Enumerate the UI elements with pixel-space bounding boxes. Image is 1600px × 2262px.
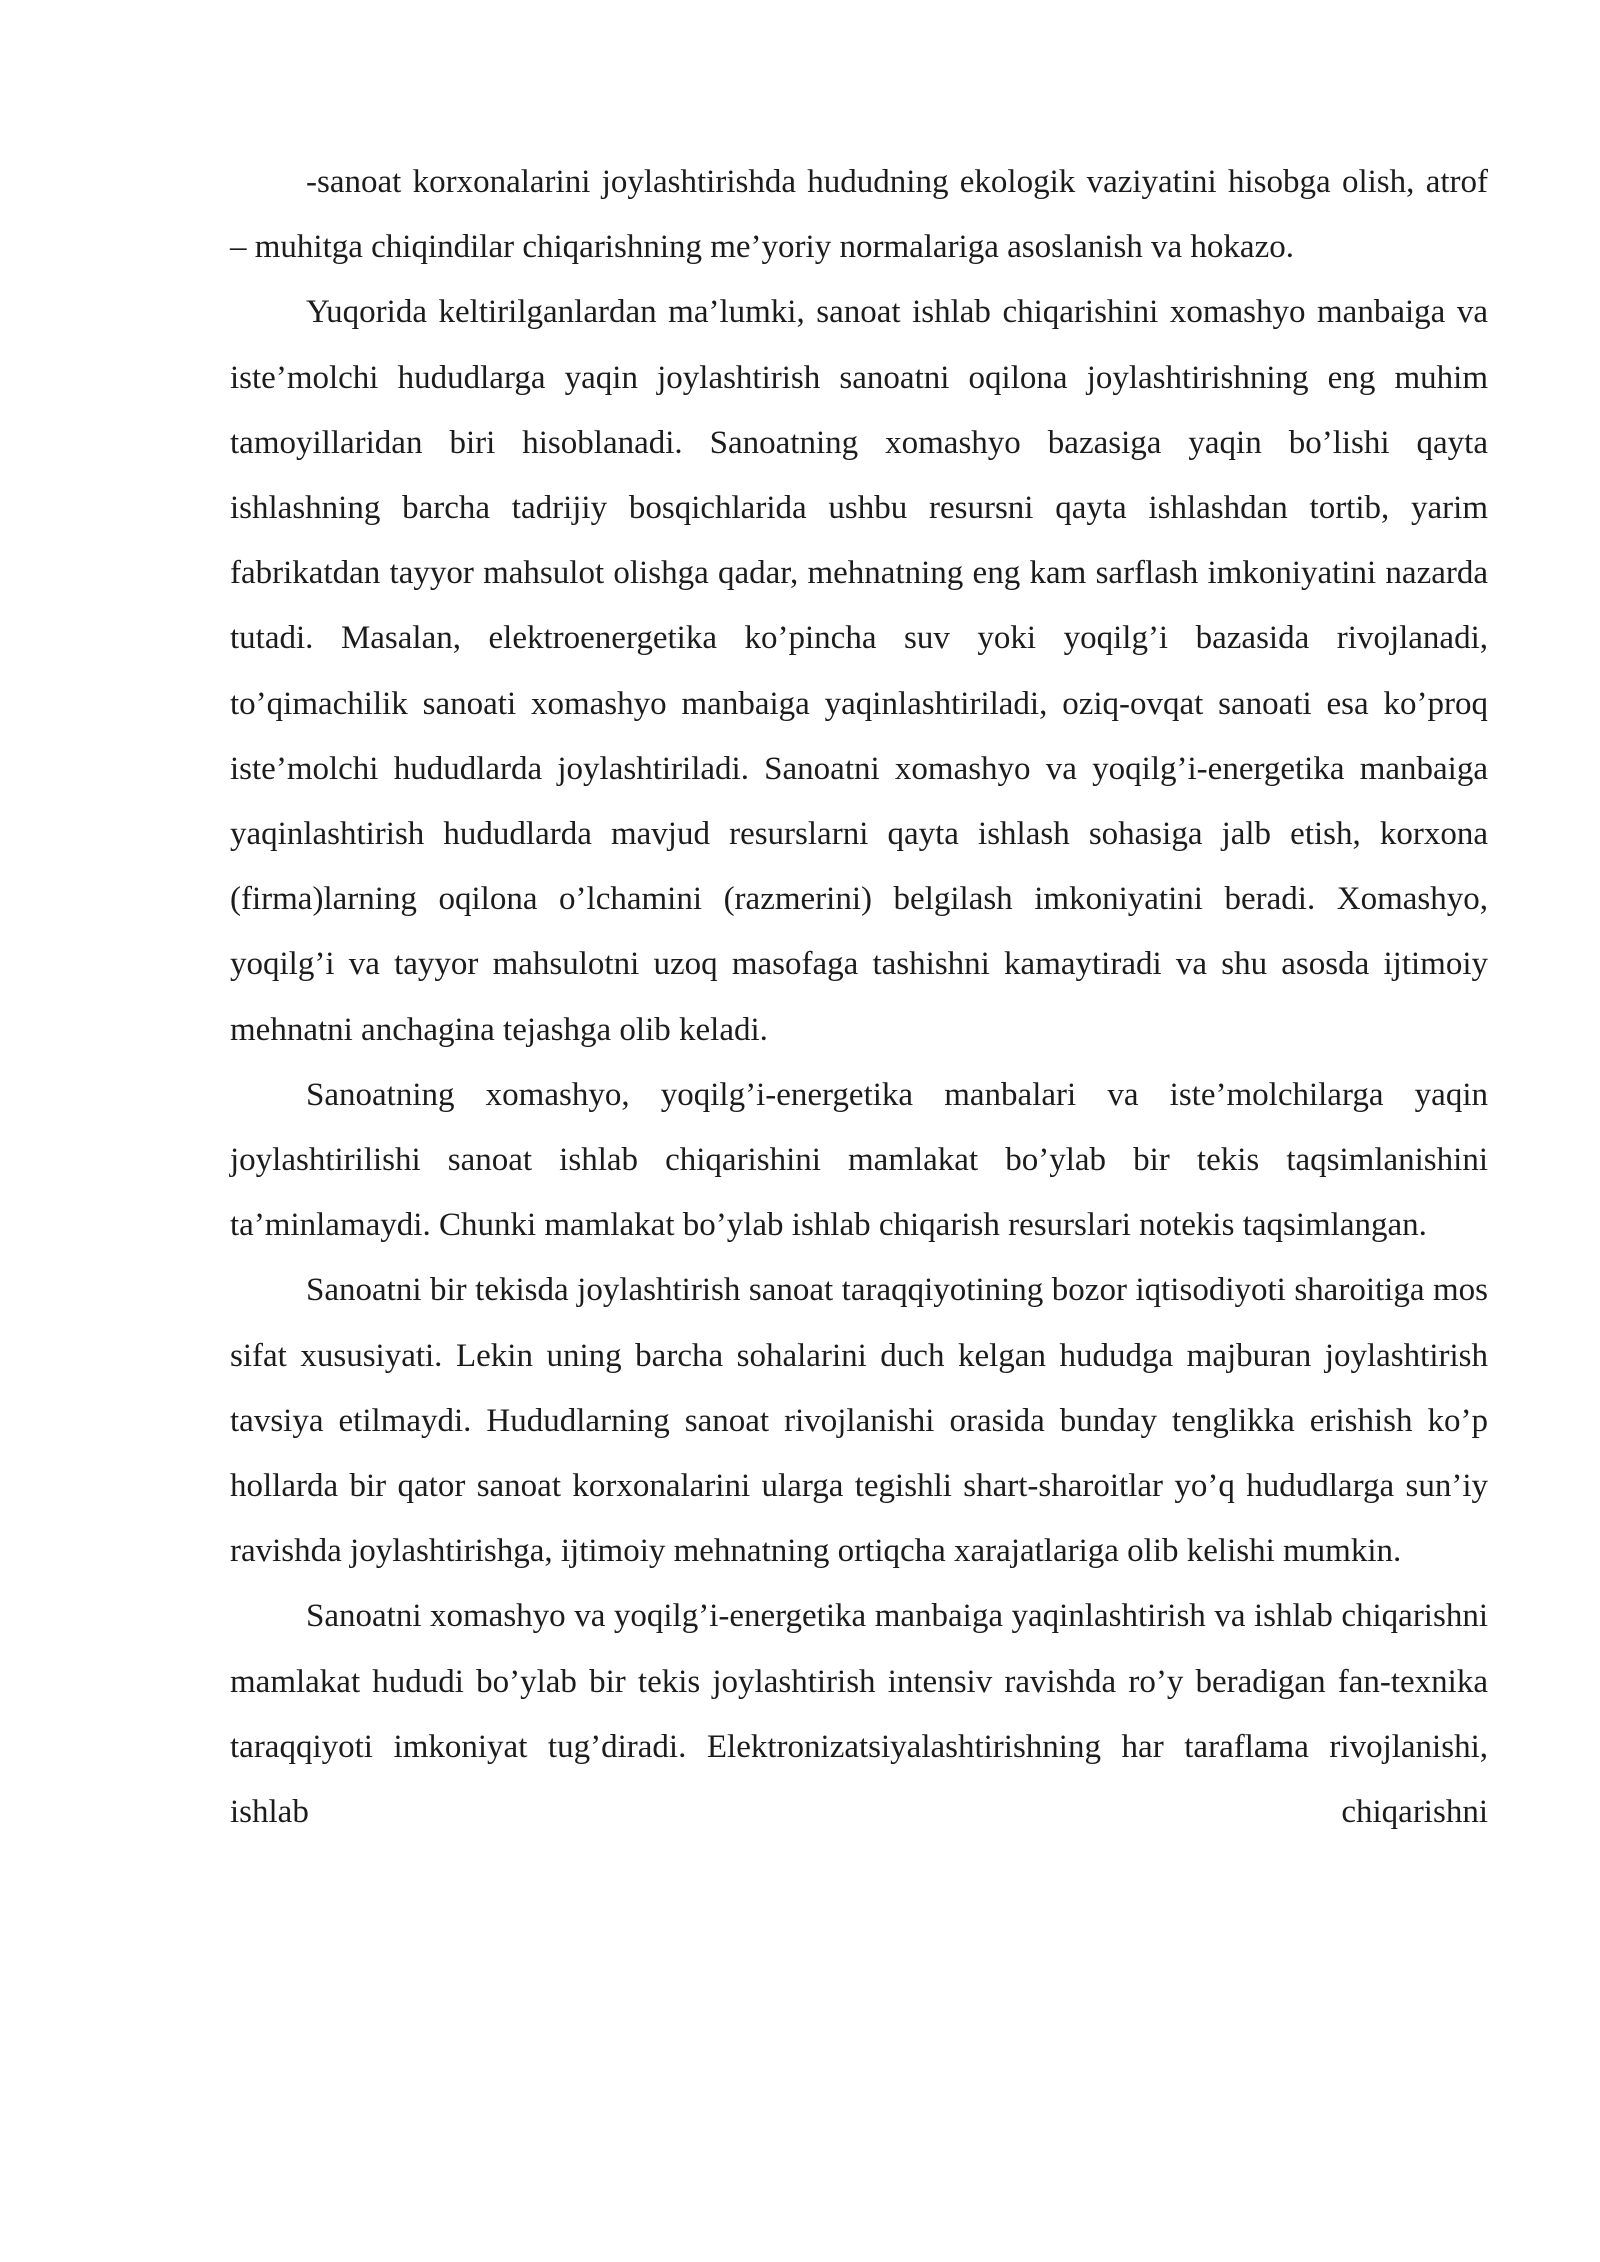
document-body: [230, 150, 1488, 1845]
paragraph-raw-material-proximity: Yuqorida keltirilganlardan ma’lumki, sanoat ishlab chiqarishini xomashyo manbaiga va iste’molchi hududlarga yaqin joylashtirish sanoatni oqilona joylashtirishning eng muhim tamoyillaridan biri hisoblanadi. Sanoatning xomashyo bazasiga yaqin bo’lishi qayta ishlashning barcha tadrijiy bosqichlarida ushbu resursni qayta ishlashdan tortib, yarim fabrikatdan tayyor mahsulot olishga qadar, mehnatning eng kam sarflash imkoniyatini nazarda tutadi. Masalan, elektroenergetika ko’pincha suv yoki yoqilg’i bazasida rivojlanadi, to’qimachilik sanoati xomashyo manbaiga yaqinlashtiriladi, oziq-ovqat sanoati esa ko’proq iste’molchi hududlarda joylashtiriladi. Sanoatni xomashyo va yoqilg’i-energetika manbaiga yaqinlashtirish hududlarda mavjud resurslarni qayta ishlash sohasiga jalb etish, korxona (firma)larning oqilona o’lchamini (razmerini) belgilash imkoniyatini beradi. Xomashyo, yoqilg’i va tayyor mahsulotni uzoq masofaga tashishni kamaytiradi va shu asosda ijtimoiy mehnatni anchagina tejashga olib keladi.: [230, 294, 1488, 1048]
paragraph-even-placement: Sanoatni bir tekisda joylashtirish sanoat taraqqiyotining bozor iqtisodiyoti sharoitiga mos sifat xususiyati. Lekin uning barcha sohalarini duch kelgan hududga majburan joylashtirish tavsiya etilmaydi. Hududlarning sanoat rivojlanishi orasida bunday tenglikka erishish ko’p hollarda bir qator sanoat korxonalarini ularga tegishli shart-sharoitlar yo’q hududlarga sun’iy ravishda joylashtirishga, ijtimoiy mehnatning ortiqcha xarajatlariga olib kelishi mumkin.: [230, 1272, 1488, 1570]
paragraph-uneven-distribution: Sanoatning xomashyo, yoqilg’i-energetika manbalari va iste’molchilarga yaqin joylashtirilishi sanoat ishlab chiqarishini mamlakat bo’ylab bir tekis taqsimlanishini ta’minlamaydi. Chunki mamlakat bo’ylab ishlab chiqarish resurslari notekis taqsimlangan.: [230, 1076, 1488, 1244]
paragraph-scientific-progress: Sanoatni xomashyo va yoqilg’i-energetika manbaiga yaqinlashtirish va ishlab chiqarishni mamlakat hududi bo’ylab bir tekis joylashtirish intensiv ravishda ro’y beradigan fan-texnika taraqqiyoti imkoniyat tug’diradi. Elektronizatsiyalashtirishning har taraflama rivojlanishi, ishlab chiqarishni: [230, 1598, 1488, 1831]
paragraph-ecology-list-item: -sanoat korxonalarini joylashtirishda hududning ekologik vaziyatini hisobga olish, atrof – muhitga chiqindilar chiqarishning me’yoriy normalariga asoslanish va hokazo.: [230, 164, 1488, 266]
